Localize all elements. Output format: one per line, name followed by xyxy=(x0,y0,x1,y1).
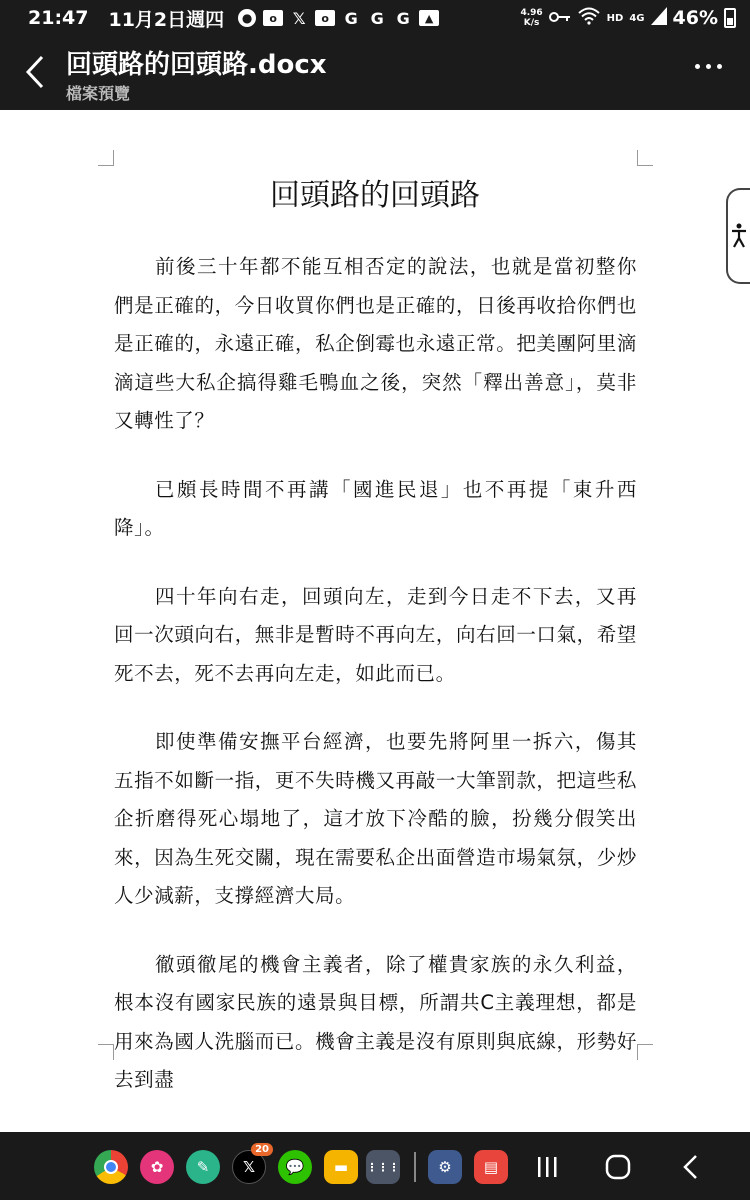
status-time: 21:47 xyxy=(28,7,89,29)
hd-indicator: HD xyxy=(606,12,624,24)
document-body xyxy=(114,248,637,1130)
notification-icons xyxy=(236,7,440,29)
accessibility-icon xyxy=(731,223,747,249)
paragraph: 四十年向右走，回頭向左，走到今日走不下去，又再回一次頭向右，無非是暫時不再向左，向右回一口氣，希望死不去，死不去再向左走，如此而已。 xyxy=(114,584,637,685)
document-subtitle: 檔案預覽 xyxy=(66,84,131,103)
dot-icon xyxy=(695,64,700,69)
chrome-app-icon[interactable] xyxy=(94,1150,128,1184)
x-icon: 𝕏 xyxy=(292,8,306,28)
network-type: 4G xyxy=(629,12,645,24)
document-heading: 回頭路的回頭路 xyxy=(270,178,480,213)
back-nav-button[interactable] xyxy=(680,1150,700,1184)
dot-icon xyxy=(706,64,711,69)
navigation-bar xyxy=(0,1132,750,1200)
dot-icon xyxy=(717,64,722,69)
page-corner-mark xyxy=(637,1044,653,1060)
gallery-icon: ▲ xyxy=(418,7,440,29)
home-icon xyxy=(605,1154,631,1180)
my-files-app-icon[interactable]: ▬ xyxy=(324,1150,358,1184)
home-button[interactable] xyxy=(604,1150,632,1184)
app-drawer-icon[interactable]: ⋮⋮⋮ xyxy=(366,1150,400,1184)
notes-app-icon[interactable]: ▤ xyxy=(474,1150,508,1184)
x-notification-badge: 20 xyxy=(251,1143,273,1156)
edit-app-icon[interactable]: ✎ xyxy=(186,1150,220,1184)
paragraph: 即使準備安撫平台經濟，也要先將阿里一拆六，傷其五指不如斷一指，更不失時機又再敲一大筆罰款，把這些私企折磨得死心塌地了，這才放下冷酷的臉，扮幾分假笑出來，因為生死交關，現在需要私企出面營造市場氣氛，少炒人少減薪，支撐經濟大局。 xyxy=(114,730,637,907)
status-date: 11月2日週四 xyxy=(108,8,225,31)
document-filename: 回頭路的回頭路.docx xyxy=(66,50,327,80)
dock-divider xyxy=(414,1152,416,1182)
app-header xyxy=(0,36,750,110)
net-speed xyxy=(520,8,542,28)
outlook-icon: o xyxy=(262,7,284,29)
google-icon-2: G xyxy=(370,8,384,28)
outlook-icon-2: o xyxy=(314,7,336,29)
chevron-left-icon xyxy=(25,55,45,89)
recent-apps-button[interactable] xyxy=(535,1150,559,1184)
back-button[interactable] xyxy=(18,52,52,92)
net-speed-value: 4.96 xyxy=(520,8,543,18)
battery-percent: 46% xyxy=(672,7,718,29)
settings-app-icon[interactable]: ⚙ xyxy=(428,1150,462,1184)
paragraph: 徹頭徹尾的機會主義者，除了權貴家族的永久利益，根本沒有國家民族的遠景與目標，所謂共C主義理想，都是用來為國人洗腦而已。機會主義是沒有原則與底線，形勢好去到盡 xyxy=(114,952,637,1091)
accessibility-button[interactable] xyxy=(726,188,750,284)
back-nav-icon xyxy=(682,1154,698,1180)
google-icon: G xyxy=(344,8,358,28)
net-speed-unit: K/s xyxy=(523,18,540,28)
wechat-app-icon[interactable]: 💬 xyxy=(278,1150,312,1184)
page-corner-mark xyxy=(98,1044,114,1060)
signal-icon xyxy=(651,7,667,30)
paragraph: 前後三十年都不能互相否定的說法，也就是當初整你們是正確的，今日收買你們也是正確的，日後再收拾你們也是正確的，永遠正確，私企倒霉也永遠正常。把美團阿里滴滴這些大私企搞得雞毛鴨血之後，突然「釋出善意」，莫非又轉性了？ xyxy=(114,255,637,432)
wifi-icon xyxy=(577,7,601,30)
x-app-icon[interactable]: 𝕏 20 xyxy=(232,1150,266,1184)
status-bar xyxy=(0,0,750,36)
paragraph: 已頗長時間不再講「國進民退」也不再提「東升西降」。 xyxy=(114,477,637,539)
recent-apps-icon xyxy=(536,1156,558,1178)
account-icon: ● xyxy=(236,7,258,29)
more-options-button[interactable] xyxy=(695,64,722,69)
blossom-app-icon[interactable]: ✿ xyxy=(140,1150,174,1184)
page-corner-mark xyxy=(637,150,653,166)
document-preview[interactable] xyxy=(0,110,750,1132)
page-corner-mark xyxy=(98,150,114,166)
system-status xyxy=(520,7,736,30)
key-icon xyxy=(549,7,571,29)
battery-icon xyxy=(724,8,736,28)
google-icon-3: G xyxy=(396,8,410,28)
